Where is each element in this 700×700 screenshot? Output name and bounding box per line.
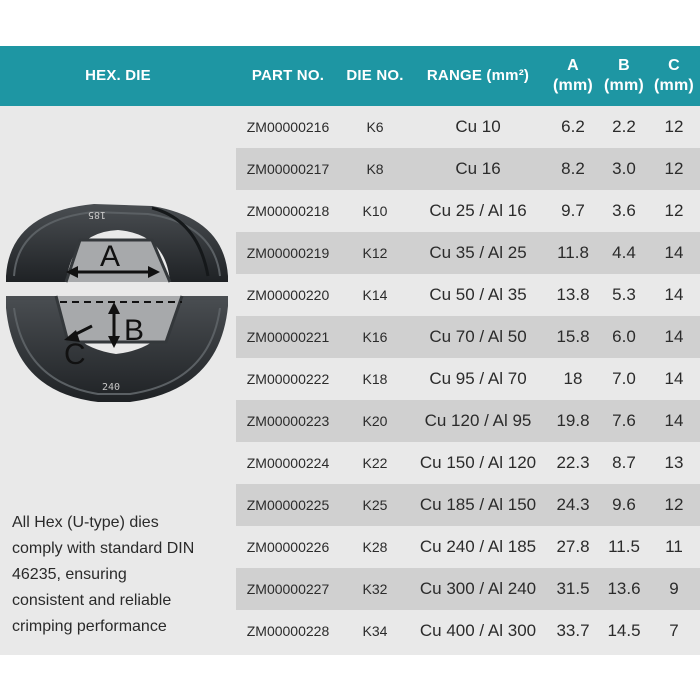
table-row [236,106,700,148]
header-c-unit: (mm) [654,77,694,94]
note-line: All Hex (U-type) dies [12,514,159,531]
range-cell: Cu 300 / Al 240 [419,579,537,598]
range-cell: Cu 95 / Al 70 [429,369,527,388]
dim-b-cell: 13.6 [607,579,641,598]
dimension-c-label: C [64,338,86,371]
die-spec-sheet [0,46,700,655]
dim-b-cell: 2.2 [612,117,636,136]
upper-die-stamp: 185 [87,209,106,220]
die-no-cell: K32 [362,581,388,597]
table-row [236,568,700,610]
table-row [236,274,700,316]
die-no-cell: K18 [362,371,388,387]
dim-b-cell: 9.6 [612,495,636,514]
dim-b-cell: 3.0 [612,159,636,178]
part-no-cell: ZM00000228 [246,623,330,639]
header-range: RANGE (mm²) [426,67,530,84]
header-part-no: PART NO. [251,67,325,84]
header-a-letter: A [567,57,579,74]
table-row [236,358,700,400]
part-no-cell: ZM00000227 [246,581,330,597]
dim-b-cell: 5.3 [612,285,636,304]
header-a-unit: (mm) [553,77,593,94]
table-header [0,46,700,106]
lower-die-stamp: 240 [102,382,121,393]
table-row [236,610,700,655]
die-no-cell: K28 [362,539,388,555]
dim-b-cell: 14.5 [607,621,641,640]
header-b [600,46,648,106]
part-no-cell: ZM00000225 [246,497,330,513]
table-row [236,526,700,568]
die-no-cell: K14 [362,287,388,303]
dim-c-cell: 14 [664,369,684,388]
dimension-b-label: B [124,314,145,347]
note-line: 46235, ensuring [12,566,127,583]
dim-b-cell: 6.0 [612,327,636,346]
dim-a-cell: 18 [563,369,583,388]
part-no-cell: ZM00000222 [246,371,330,387]
header-b-letter: B [618,57,630,74]
die-no-cell: K10 [362,203,388,219]
part-no-cell: ZM00000217 [246,161,330,177]
part-no-cell: ZM00000223 [246,413,330,429]
table-row [236,190,700,232]
part-no-cell: ZM00000219 [246,245,330,261]
die-no-cell: K34 [362,623,388,639]
dim-a-cell: 9.7 [561,201,585,220]
dim-c-cell: 12 [664,495,684,514]
dim-a-cell: 33.7 [556,621,590,640]
hex-die-illustration [2,178,234,478]
note-line: crimping performance [12,618,167,635]
dim-c-cell: 14 [664,243,684,262]
part-no-cell: ZM00000224 [246,455,330,471]
header-hex-die: HEX. DIE [85,67,151,84]
range-cell: Cu 400 / Al 300 [419,621,537,640]
dim-a-cell: 11.8 [557,243,589,262]
dim-a-cell: 27.8 [556,537,590,556]
table-row [236,316,700,358]
range-cell: Cu 16 [455,159,501,178]
dim-a-cell: 24.3 [556,495,590,514]
range-cell: Cu 10 [455,117,501,136]
dim-c-cell: 14 [664,411,684,430]
range-cell: Cu 50 / Al 35 [429,285,527,304]
dim-b-cell: 8.7 [612,453,636,472]
dim-a-cell: 8.2 [561,159,585,178]
range-cell: Cu 240 / Al 185 [419,537,537,556]
range-cell: Cu 120 / Al 95 [424,411,532,430]
part-no-cell: ZM00000216 [246,119,330,135]
header-die-no: DIE NO. [346,67,404,84]
dim-b-cell: 11.5 [608,537,640,556]
header-b-unit: (mm) [604,77,644,94]
dim-b-cell: 4.4 [612,243,636,262]
die-no-cell: K8 [366,161,384,177]
dim-c-cell: 12 [664,159,684,178]
table-row [236,148,700,190]
range-cell: Cu 185 / Al 150 [419,495,537,514]
range-cell: Cu 25 / Al 16 [429,201,527,220]
header-a [546,46,600,106]
die-no-cell: K22 [362,455,388,471]
range-cell: Cu 70 / Al 50 [429,327,527,346]
dim-a-cell: 19.8 [556,411,590,430]
table-row [236,400,700,442]
dim-c-cell: 13 [664,453,684,472]
dim-c-cell: 14 [664,285,684,304]
dim-c-cell: 12 [664,201,684,220]
die-no-cell: K12 [362,245,388,261]
din-compliance-note [12,510,232,640]
die-table-body [236,106,700,655]
dimension-a-label: A [100,240,121,273]
header-c-letter: C [668,57,680,74]
dim-c-cell: 12 [664,117,684,136]
dim-b-cell: 3.6 [612,201,636,220]
dim-b-cell: 7.6 [612,411,636,430]
dim-a-cell: 31.5 [556,579,590,598]
dim-c-cell: 7 [669,621,679,640]
die-no-cell: K16 [362,329,388,345]
part-no-cell: ZM00000218 [246,203,330,219]
range-cell: Cu 150 / Al 120 [419,453,537,472]
dim-b-cell: 7.0 [612,369,636,388]
table-row [236,484,700,526]
part-no-cell: ZM00000226 [246,539,330,555]
part-no-cell: ZM00000220 [246,287,330,303]
header-c [648,46,700,106]
hex-die-panel [0,106,236,655]
dim-a-cell: 15.8 [556,327,590,346]
die-no-cell: K20 [362,413,388,429]
dim-c-cell: 14 [664,327,684,346]
note-line: consistent and reliable [12,592,172,609]
dim-a-cell: 13.8 [556,285,590,304]
dim-a-cell: 22.3 [556,453,590,472]
dim-c-cell: 11 [665,537,683,556]
die-no-cell: K25 [362,497,388,513]
dim-a-cell: 6.2 [561,117,585,136]
part-no-cell: ZM00000221 [246,329,330,345]
range-cell: Cu 35 / Al 25 [429,243,527,262]
table-row [236,232,700,274]
note-line: comply with standard DIN [12,540,195,557]
die-no-cell: K6 [366,119,384,135]
dim-c-cell: 9 [669,579,679,598]
table-row [236,442,700,484]
